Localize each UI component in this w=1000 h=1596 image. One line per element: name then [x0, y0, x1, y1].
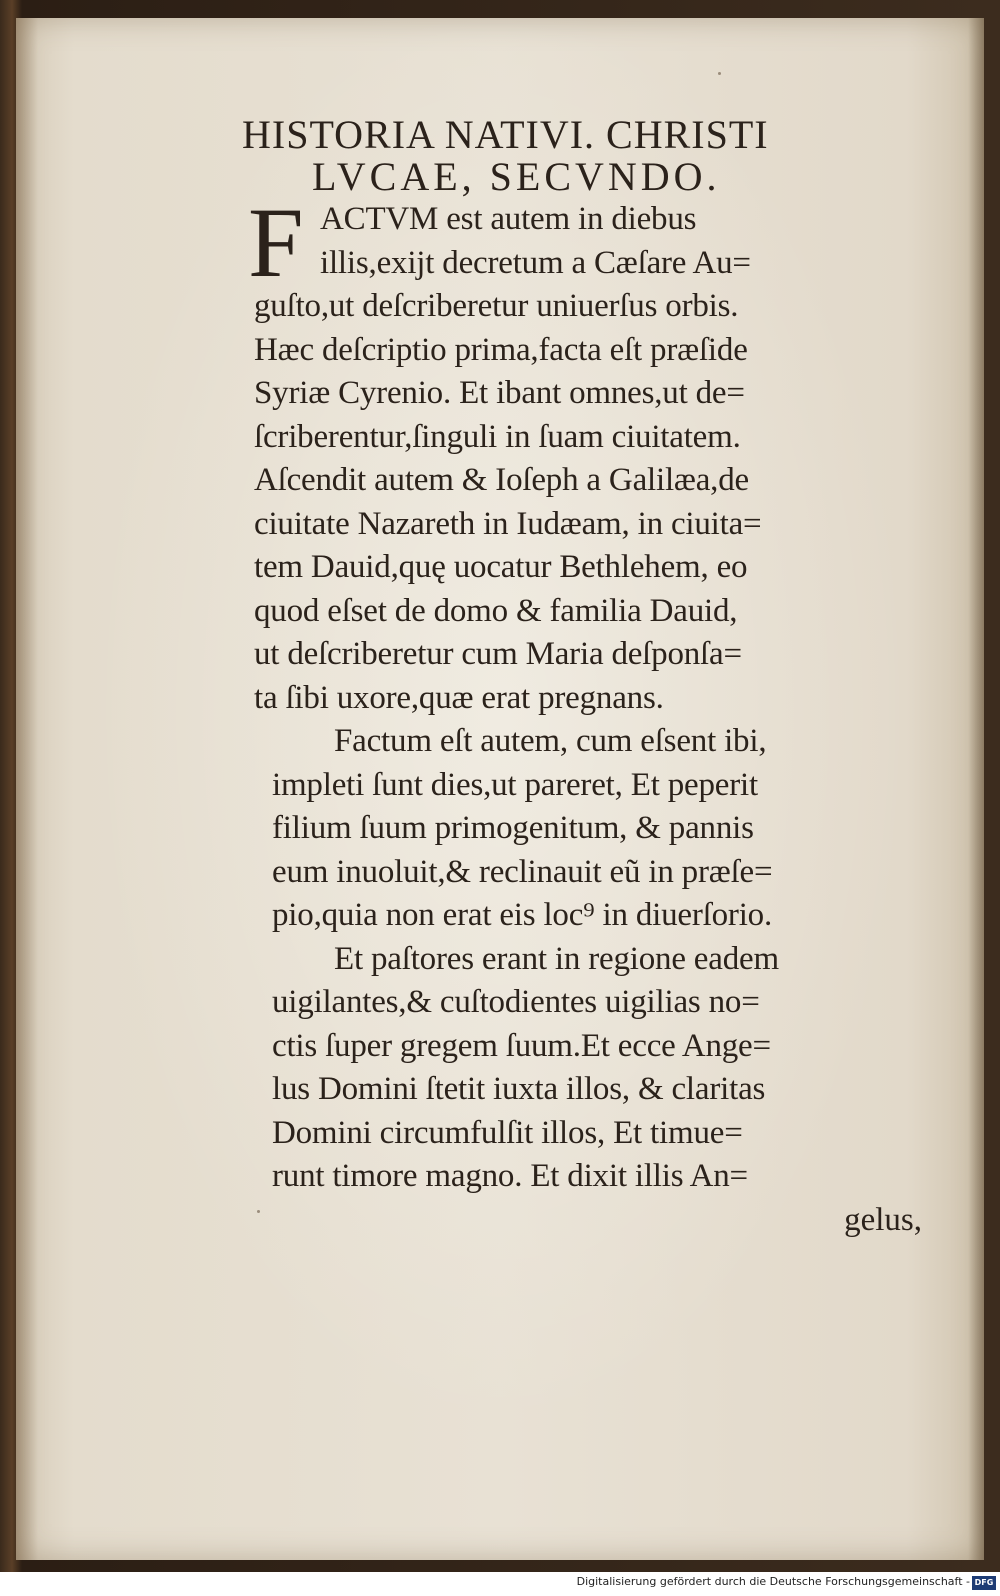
text-line: ta ſibi uxore,quæ erat pregnans. — [254, 679, 664, 716]
main-text-block — [242, 114, 922, 1242]
text-line: pio,quia non erat eis loc⁹ in diuerſorio. — [272, 897, 773, 933]
text-line: uigilantes,& cuſtodientes uigilias no= — [272, 984, 760, 1020]
text-line: Syriæ Cyrenio. Et ibant omnes,ut de= — [254, 375, 745, 411]
text-line: ctis ſuper gregem ſuum.Et ecce Ange= — [272, 1027, 771, 1064]
text-line: quod eſset de domo & familia Dauid, — [254, 592, 738, 629]
text-line: filium ſuum primogenitum, & pannis — [272, 810, 754, 846]
page-title-line-1: HISTORIA NATIVI. CHRISTI — [242, 112, 769, 157]
paper-speck — [718, 72, 721, 75]
text-line: Aſcendit autem & Ioſeph a Galilæa,de — [254, 462, 749, 498]
paragraph-1 — [242, 187, 922, 720]
footer-funding-text: Digitalisierung gefördert durch die Deutsche Forschungsgemeinschaft - — [576, 1575, 970, 1588]
dfg-logo-icon: DFG — [972, 1576, 996, 1590]
book-page — [16, 18, 984, 1560]
text-line: Et paſtores erant in regione eadem — [334, 940, 779, 977]
paragraph-3 — [242, 938, 922, 1199]
text-line: ſcriberentur,ſinguli in ſuam ciuitatem. — [254, 418, 741, 455]
drop-cap-initial: F — [248, 187, 304, 298]
text-line: illis,exijt decretum a Cæſare Au= — [320, 244, 751, 281]
catchword: gelus, — [844, 1201, 922, 1238]
text-line: tem Dauid,quę uocatur Bethlehem, eo — [254, 549, 748, 585]
text-line: Factum eſt autem, cum eſsent ibi, — [334, 723, 767, 759]
text-line: Domini circumfulſit illos, Et timue= — [272, 1114, 743, 1151]
page-title-line-2: LVCAE, SECVNDO. — [312, 154, 721, 199]
text-line: ciuitate Nazareth in Iudæam, in ciuita= — [254, 505, 762, 542]
text-line: impleti ſunt dies,ut pareret, Et peperit — [272, 766, 758, 803]
footer-bar — [0, 1572, 1000, 1596]
text-line: ut deſcriberetur cum Maria deſponſa= — [254, 636, 742, 672]
text-line: guſto,ut deſcriberetur uniuerſus orbis. — [254, 288, 739, 324]
page-edge-shadow — [968, 18, 984, 1560]
paragraph-2 — [242, 720, 922, 938]
text-line: lus Domini ſtetit iuxta illos, & claritas — [272, 1071, 766, 1107]
text-line: eum inuoluit,& reclinauit eũ in præſe= — [272, 853, 773, 890]
text-line: runt timore magno. Et dixit illis An= — [272, 1158, 748, 1194]
page-gutter-shadow — [16, 18, 38, 1560]
text-line: Hæc deſcriptio prima,facta eſt præſide — [254, 331, 748, 368]
text-line: ACTVM est autem in diebus — [320, 201, 697, 237]
